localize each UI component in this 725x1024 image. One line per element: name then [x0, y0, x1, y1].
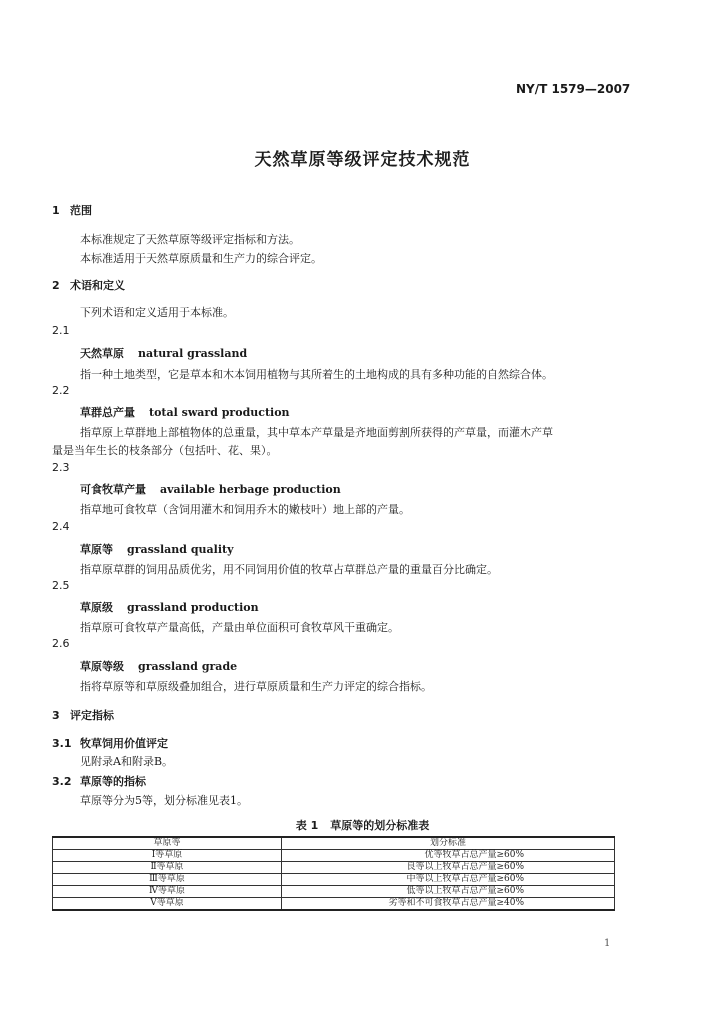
cell-criteria: 优等牧草占总产量≥60%	[282, 850, 615, 862]
table-row	[53, 898, 615, 911]
paragraph: 本标准规定了天然草原等级评定指标和方法。	[80, 233, 300, 246]
table-label: 表 1	[295, 819, 319, 832]
subsection-3-1-heading	[52, 735, 168, 751]
clause-number: 2.4	[52, 520, 70, 533]
cell-criteria: 低等以上牧草占总产量≥60%	[282, 886, 615, 898]
section-title: 术语和定义	[70, 279, 125, 292]
term-definition-cont: 量是当年生长的枝条部分（包括叶、花、果）。	[52, 444, 278, 457]
standard-code: NY/T 1579—2007	[516, 82, 631, 96]
header-grade: 草原等	[53, 837, 282, 850]
cell-grade: Ⅴ等草原	[53, 898, 282, 911]
section-1-heading	[52, 202, 92, 218]
paragraph: 见附录A和附录B。	[80, 755, 174, 768]
term-entry	[80, 404, 290, 420]
page-number: 1	[604, 938, 611, 949]
cell-criteria: 良等以上牧草占总产量≥60%	[282, 862, 615, 874]
subsection-number: 3.1	[52, 737, 72, 750]
table-row	[53, 850, 615, 862]
clause-number: 2.2	[52, 384, 70, 397]
term-entry	[80, 481, 341, 497]
table-row	[53, 862, 615, 874]
term-en: available herbage production	[160, 483, 341, 496]
table-row	[53, 886, 615, 898]
term-definition: 指将草原等和草原级叠加组合，进行草原质量和生产力评定的综合指标。	[80, 680, 432, 693]
term-cn: 天然草原	[80, 347, 124, 360]
document-title: 天然草原等级评定技术规范	[254, 150, 471, 170]
term-definition: 指草地可食牧草（含饲用灌木和饲用乔木的嫩枝叶）地上部的产量。	[80, 503, 410, 516]
section-number: 2	[52, 279, 60, 292]
term-entry	[80, 541, 233, 557]
term-cn: 可食牧草产量	[80, 483, 146, 496]
term-cn: 草原级	[80, 601, 113, 614]
paragraph: 本标准适用于天然草原质量和生产力的综合评定。	[80, 252, 322, 265]
term-en: grassland quality	[127, 543, 234, 556]
subsection-number: 3.2	[52, 775, 72, 788]
section-number: 3	[52, 709, 60, 722]
clause-number: 2.6	[52, 637, 70, 650]
term-en: grassland production	[127, 601, 259, 614]
paragraph: 下列术语和定义适用于本标准。	[80, 306, 234, 319]
table-row	[53, 874, 615, 886]
cell-criteria: 劣等和不可食牧草占总产量≥40%	[282, 898, 615, 911]
term-definition: 指草原草群的饲用品质优劣，用不同饲用价值的牧草占草群总产量的重量百分比确定。	[80, 563, 498, 576]
cell-grade: Ⅱ等草原	[53, 862, 282, 874]
term-cn: 草群总产量	[80, 406, 135, 419]
term-entry	[80, 658, 237, 674]
term-cn: 草原等	[80, 543, 113, 556]
clause-number: 2.5	[52, 579, 70, 592]
table-header-row	[53, 837, 615, 850]
term-definition: 指草原可食牧草产量高低，产量由单位面积可食牧草风干重确定。	[80, 621, 399, 634]
term-en: grassland grade	[138, 660, 238, 673]
term-cn: 草原等级	[80, 660, 124, 673]
table-caption	[0, 817, 725, 833]
cell-grade: Ⅰ等草原	[53, 850, 282, 862]
cell-criteria: 中等以上牧草占总产量≥60%	[282, 874, 615, 886]
clause-number: 2.1	[52, 324, 70, 337]
term-en: total sward production	[149, 406, 290, 419]
header-criteria: 划分标准	[282, 837, 615, 850]
term-definition: 指草原上草群地上部植物体的总重量，其中草本产草量是齐地面剪割所获得的产草量，而灌木产草	[80, 426, 553, 439]
term-entry	[80, 599, 259, 615]
cell-grade: Ⅳ等草原	[53, 886, 282, 898]
section-title: 范围	[70, 204, 92, 217]
term-definition: 指一种土地类型，它是草本和木本饲用植物与其所着生的土地构成的具有多种功能的自然综合体。	[80, 368, 553, 381]
subsection-title: 草原等的指标	[80, 775, 146, 788]
term-en: natural grassland	[138, 347, 248, 360]
section-3-heading	[52, 707, 114, 723]
section-2-heading	[52, 277, 125, 293]
grade-table	[52, 836, 615, 911]
subsection-3-2-heading	[52, 773, 146, 789]
section-title: 评定指标	[70, 709, 114, 722]
table-title: 草原等的划分标准表	[330, 819, 430, 832]
paragraph: 草原等分为5等，划分标准见表1。	[80, 794, 248, 807]
section-number: 1	[52, 204, 60, 217]
subsection-title: 牧草饲用价值评定	[80, 737, 168, 750]
cell-grade: Ⅲ等草原	[53, 874, 282, 886]
clause-number: 2.3	[52, 461, 70, 474]
term-entry	[80, 345, 247, 361]
